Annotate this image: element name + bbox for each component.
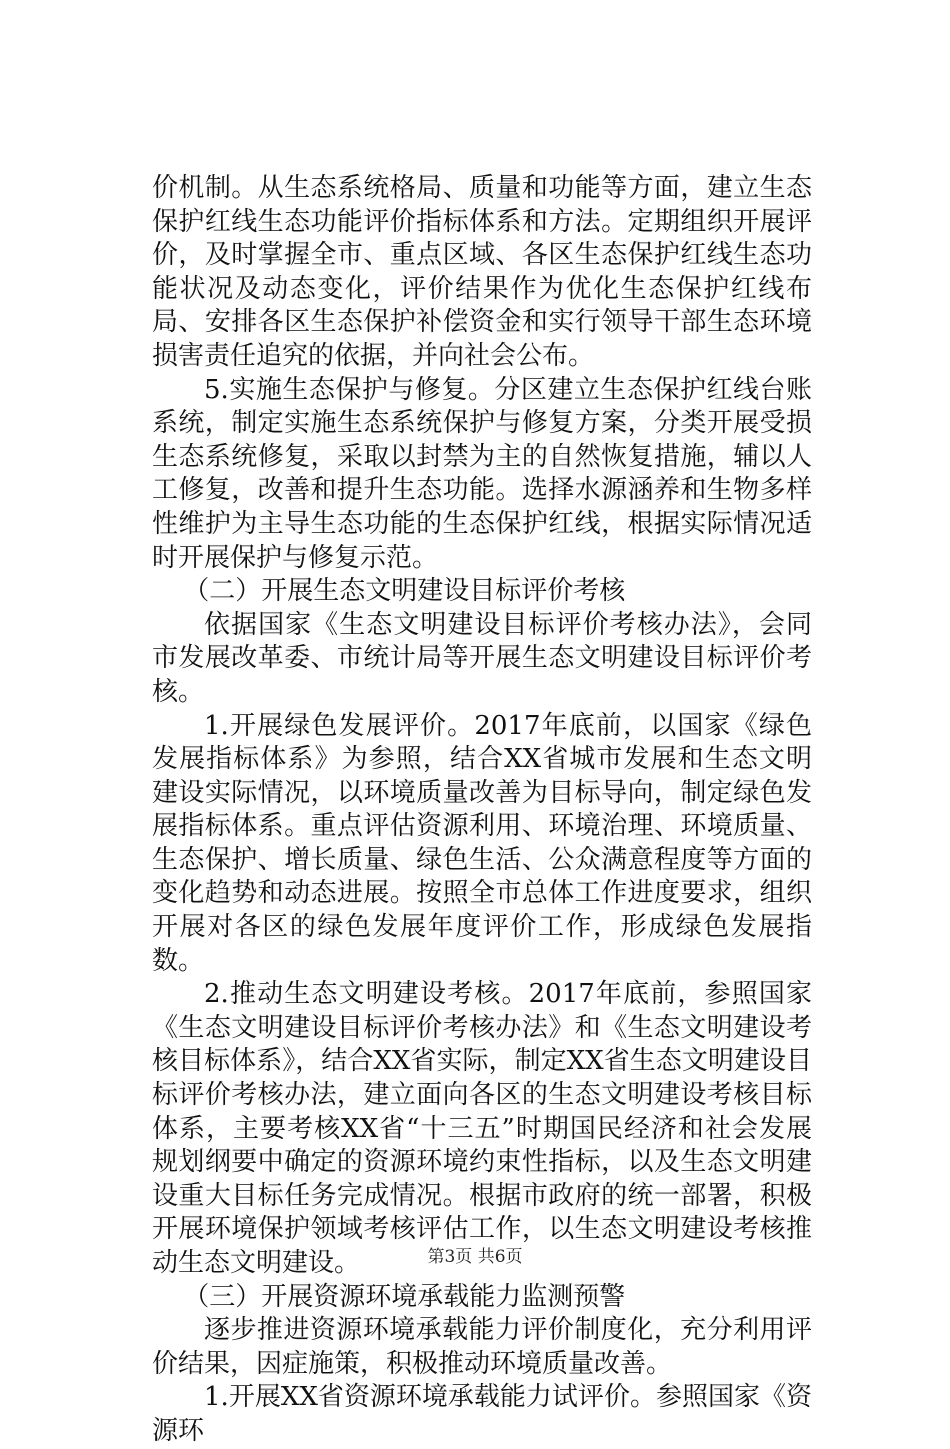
paragraph-1: 价机制。从生态系统格局、质量和功能等方面，建立生态保护红线生态功能评价指标体系和方法。定期组织开展评价，及时掌握全市、重点区域、各区生态保护红线生态功能状况及动态变化，评价结果作为优化生态保护红线布局、安排各区生态保护补偿资金和实行领导干部生态环境损害责任追究的依据，并向社会公布。 bbox=[152, 173, 812, 371]
paragraph-4: 1.开展绿色发展评价。2017年底前，以国家《绿色发展指标体系》为参照，结合XX省城市发展和生态文明建设实际情况，以环境质量改善为目标导向，制定绿色发展指标体系。重点评估资源利用、环境治理、环境质量、生态保护、增长质量、绿色生活、公众满意程度等方面的变化趋势和动态进展。按照全市总体工作进度要求，组织开展对各区的绿色发展年度评价工作，形成绿色发展指数。 bbox=[152, 710, 812, 976]
section-heading-2: （二）开展生态文明建设目标评价考核 bbox=[183, 576, 626, 607]
paragraph-6: 逐步推进资源环境承载能力评价制度化，充分利用评价结果，因症施策，积极推动环境质量改善。 bbox=[152, 1315, 812, 1379]
paragraph-2: 5.实施生态保护与修复。分区建立生态保护红线台账系统，制定实施生态系统保护与修复方案，分类开展受损生态系统修复，采取以封禁为主的自然恢复措施，辅以人工修复，改善和提升生态功能。选择水源涵养和生物多样性维护为主导生态功能的生态保护红线，根据实际情况适时开展保护与修复示范。 bbox=[152, 374, 812, 573]
section-heading-3: （三）开展资源环境承载能力监测预警 bbox=[183, 1281, 626, 1312]
paragraph-7: 1.开展XX省资源环境承载能力试评价。参照国家《资源环 bbox=[152, 1382, 812, 1446]
page-number-footer: 第3页 共6页 bbox=[427, 1247, 523, 1267]
paragraph-3: 依据国家《生态文明建设目标评价考核办法》，会同市发展改革委、市统计局等开展生态文明建设目标评价考核。 bbox=[152, 609, 812, 707]
paragraph-5: 2.推动生态文明建设考核。2017年底前，参照国家《生态文明建设目标评价考核办法》和《生态文明建设考核目标体系》，结合XX省实际，制定XX省生态文明建设目标评价考核办法，建立面向各区的生态文明建设考核目标体系，主要考核XX省“十三五”时期国民经济和社会发展规划纲要中确定的资源环境约束性指标，以及生态文明建设重大目标任务完成情况。根据市政府的统一部署，积极开展环境保护领域考核评估工作，以生态文明建设考核推动生态文明建设。 bbox=[152, 979, 812, 1278]
